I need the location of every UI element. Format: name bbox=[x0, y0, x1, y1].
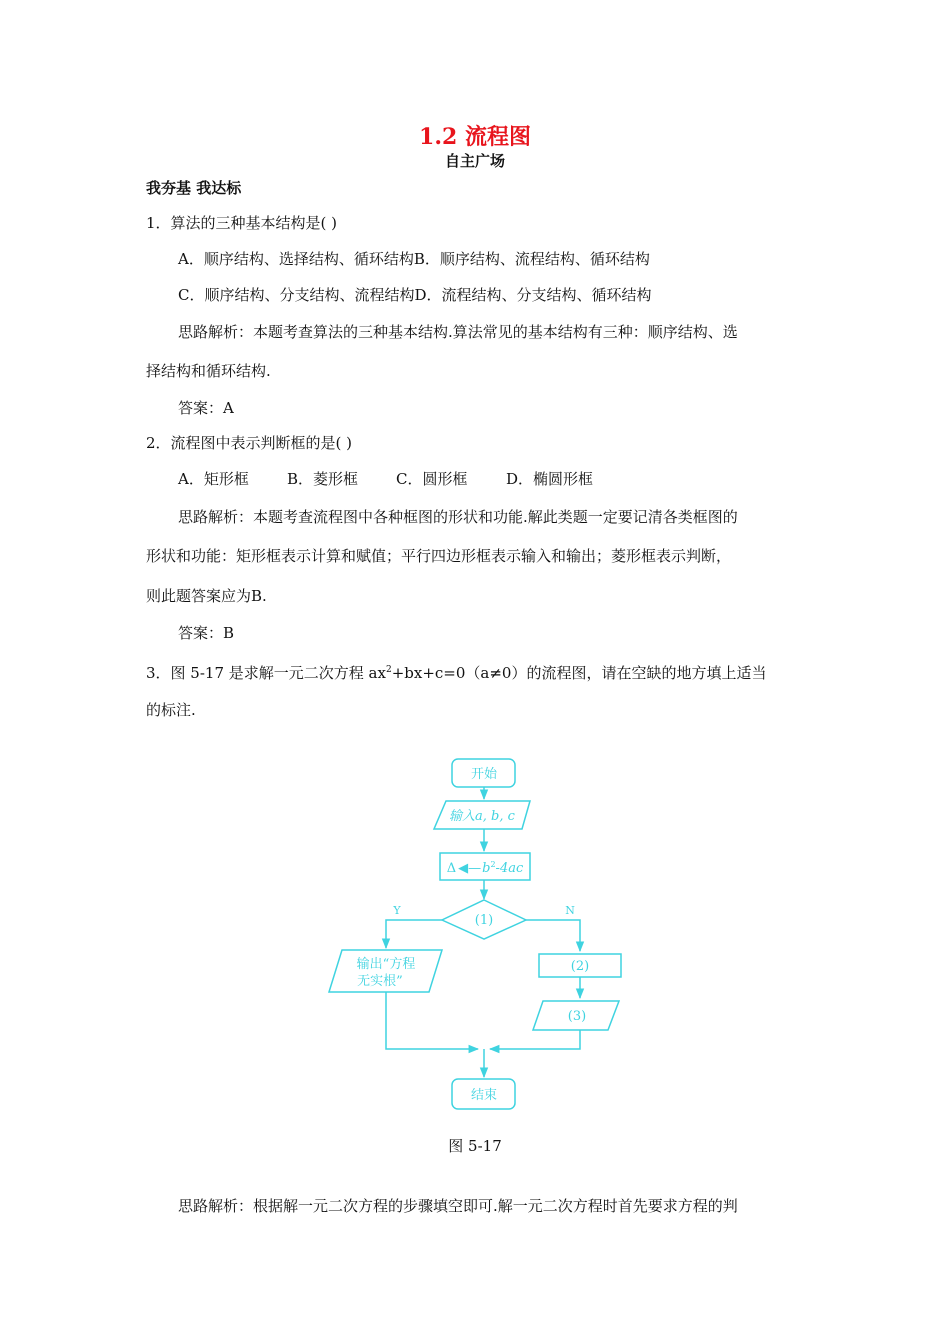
flowchart-decision-label: (1) bbox=[474, 913, 494, 928]
flowchart-input-label: 输入a, b, c bbox=[449, 809, 515, 824]
page-title: 1.2 流程图 bbox=[419, 124, 531, 150]
q1-options-line2: C．顺序结构、分支结构、流程结构D．流程结构、分支结构、循环结构 bbox=[178, 286, 652, 304]
flowchart-box2-label: (2) bbox=[570, 959, 590, 974]
q1-question: 1．算法的三种基本结构是( ) bbox=[146, 214, 338, 232]
left-arrow-icon: ◀— bbox=[458, 861, 482, 876]
flowchart-assign-label bbox=[447, 860, 524, 876]
flowchart-box3-label: (3) bbox=[567, 1009, 587, 1024]
flowchart-assign-b: b bbox=[482, 861, 491, 876]
section-heading: 我夯基 我达标 bbox=[146, 179, 242, 197]
q2-option-d: D．椭圆形框 bbox=[506, 470, 594, 488]
flowchart-assign-sup: 2 bbox=[490, 860, 496, 869]
flowchart-start-label: 开始 bbox=[470, 767, 498, 782]
q1-analysis-line1: 思路解析：本题考查算法的三种基本结构.算法常见的基本结构有三种：顺序结构、选 bbox=[178, 323, 738, 341]
q3-question-sup: 2 bbox=[385, 665, 392, 675]
page-subtitle: 自主广场 bbox=[444, 152, 505, 170]
q1-answer: 答案：A bbox=[178, 399, 234, 417]
flowchart bbox=[0, 740, 950, 1140]
q2-analysis-line3: 则此题答案应为B. bbox=[146, 587, 267, 605]
q3-question-pre: 3．图 5-17 是求解一元二次方程 ax bbox=[146, 664, 386, 682]
figure-caption: 图 5-17 bbox=[448, 1137, 502, 1155]
flowchart-output-line2: 无实根” bbox=[357, 974, 403, 989]
flowchart-end-label: 结束 bbox=[470, 1088, 498, 1103]
q3-analysis-line1: 思路解析：根据解一元二次方程的步骤填空即可.解一元二次方程时首先要求方程的判 bbox=[178, 1197, 738, 1215]
q2-analysis-line1: 思路解析：本题考查流程图中各种框图的形状和功能.解此类题一定要记清各类框图的 bbox=[178, 508, 738, 526]
q3-question-line1 bbox=[146, 660, 766, 683]
q3-question-post: +bx+c=0（a≠0）的流程图，请在空缺的地方填上适当 bbox=[391, 664, 767, 682]
flowchart-assign-delta: Δ bbox=[446, 861, 457, 876]
q2-analysis-line2: 形状和功能：矩形框表示计算和赋值；平行四边形框表示输入和输出；菱形框表示判断， bbox=[146, 547, 732, 565]
q2-option-b: B．菱形框 bbox=[287, 470, 359, 488]
q2-option-a: A．矩形框 bbox=[178, 470, 249, 488]
flowchart-output-line1: 输出“方程 bbox=[356, 957, 416, 972]
flowchart-no-label: N bbox=[565, 904, 575, 917]
q1-analysis-line2: 择结构和循环结构. bbox=[146, 362, 271, 380]
q2-option-c: C．圆形框 bbox=[396, 470, 468, 488]
q1-options-line1: A．顺序结构、选择结构、循环结构B．顺序结构、流程结构、循环结构 bbox=[178, 250, 650, 268]
flowchart-yes-label: Y bbox=[393, 904, 401, 917]
q2-question: 2．流程图中表示判断框的是( ) bbox=[146, 434, 353, 452]
q3-question-line2: 的标注. bbox=[146, 701, 196, 719]
q2-answer: 答案：B bbox=[178, 624, 235, 642]
flowchart-assign-rest: -4ac bbox=[495, 861, 524, 876]
